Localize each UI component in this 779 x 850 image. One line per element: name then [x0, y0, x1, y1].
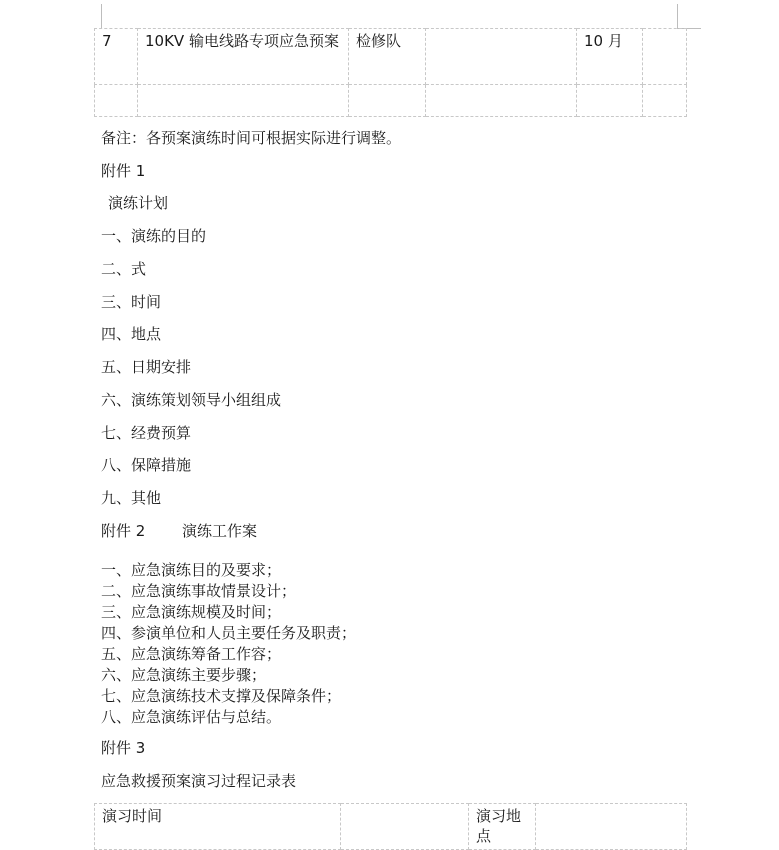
- empty-cell: [426, 85, 577, 117]
- annex2-item: 四、参演单位和人员主要任务及职责；: [101, 624, 357, 642]
- annex1-item: 一、演练的目的: [101, 227, 207, 245]
- annex2-list: [101, 560, 356, 728]
- empty-cell: [643, 29, 687, 85]
- annex2-item: 五、应急演练筹备工作容；: [101, 645, 282, 663]
- row-number: 7: [95, 29, 138, 85]
- drill-place-label: 演习地点: [469, 804, 536, 850]
- annex2-item: 二、应急演练事故情景设计；: [101, 582, 297, 600]
- annex2-item: 七、应急演练技术支撑及保障条件；: [101, 687, 342, 705]
- drill-record-table: [94, 803, 687, 850]
- drill-month: 10 月: [577, 29, 643, 85]
- page-corner-mark-right: [677, 4, 678, 28]
- plan-table: [94, 28, 687, 117]
- annex1-item: 三、时间: [101, 293, 162, 311]
- annex1-label: 附件 1: [101, 162, 146, 180]
- annex1-item: 八、保障措施: [101, 456, 192, 474]
- annex2-title: 演练工作案: [182, 522, 258, 540]
- annex1-item: 二、式: [101, 260, 147, 278]
- annex1-item: 九、其他: [101, 489, 162, 507]
- annex2-item: 三、应急演练规模及时间；: [101, 603, 282, 621]
- empty-cell: [536, 804, 687, 850]
- annex2-item: 六、应急演练主要步骤；: [101, 666, 267, 684]
- annex1-item: 六、演练策划领导小组组成: [101, 391, 282, 409]
- annex1-item: 七、经费预算: [101, 424, 192, 442]
- empty-cell: [643, 85, 687, 117]
- drill-time-label: 演习时间: [95, 804, 341, 850]
- annex1-item: 四、地点: [101, 325, 162, 343]
- empty-cell: [138, 85, 349, 117]
- empty-cell: [577, 85, 643, 117]
- annex3-label: 附件 3: [101, 739, 146, 757]
- plan-name: 10KV 输电线路专项应急预案: [138, 29, 349, 85]
- annex3-title: 应急救援预案演习过程记录表: [101, 772, 297, 790]
- annex1-item: 五、日期安排: [101, 358, 192, 376]
- annex2-label: 附件 2: [101, 522, 146, 540]
- empty-cell: [341, 804, 469, 850]
- annex2-item: 一、应急演练目的及要求；: [101, 561, 282, 579]
- empty-cell: [349, 85, 426, 117]
- table-row: [95, 29, 687, 85]
- page-corner-mark-left: [101, 4, 102, 28]
- annex2-item: 八、应急演练评估与总结。: [101, 708, 282, 726]
- department: 检修队: [349, 29, 426, 85]
- empty-cell: [95, 85, 138, 117]
- table-note: 备注：各预案演练时间可根据实际进行调整。: [101, 129, 402, 147]
- annex1-title: 演练计划: [108, 194, 169, 212]
- table-row: [95, 85, 687, 117]
- table-row: [95, 804, 687, 850]
- empty-cell: [426, 29, 577, 85]
